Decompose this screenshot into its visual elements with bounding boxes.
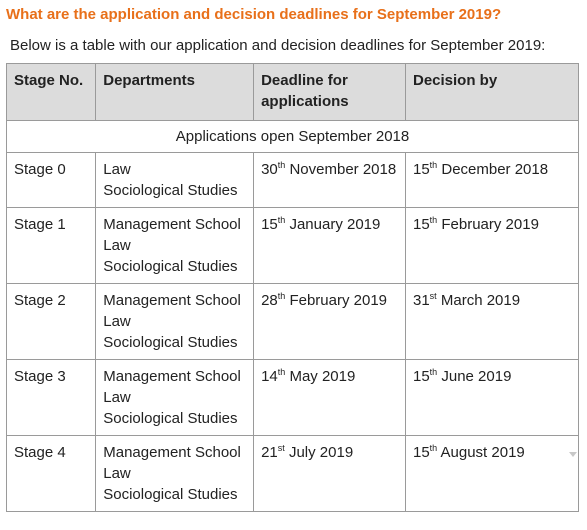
decision-cell bbox=[405, 284, 578, 360]
department-item: Law bbox=[103, 161, 131, 178]
departments-cell bbox=[96, 436, 254, 512]
departments-cell bbox=[96, 153, 254, 208]
decision-cell bbox=[405, 360, 578, 436]
stage-cell: Stage 1 bbox=[7, 208, 96, 284]
chevron-down-icon bbox=[569, 452, 577, 457]
department-item: Management School bbox=[103, 444, 241, 461]
decision-day: 15 bbox=[412, 444, 430, 461]
decision-month-year: August 2019 bbox=[437, 444, 525, 461]
stage-cell: Stage 3 bbox=[7, 360, 96, 436]
department-item: Sociological Studies bbox=[103, 486, 238, 503]
decision-suffix: th bbox=[429, 215, 438, 225]
header-stage: Stage No. bbox=[7, 64, 96, 121]
deadline-day: 21 bbox=[261, 444, 278, 461]
decision-cell bbox=[405, 436, 578, 512]
stage-cell: Stage 0 bbox=[7, 153, 96, 208]
department-item: Law bbox=[103, 313, 131, 330]
decision-suffix: th bbox=[429, 367, 438, 377]
decision-suffix: th bbox=[429, 160, 438, 170]
department-item: Sociological Studies bbox=[103, 258, 238, 275]
deadline-month-year: May 2019 bbox=[285, 368, 356, 385]
department-item: Law bbox=[103, 389, 131, 406]
header-deadline-line1: Deadline for bbox=[261, 72, 348, 89]
header-deadline-line2: applications bbox=[261, 93, 349, 110]
deadline-day: 15 bbox=[261, 216, 278, 233]
deadline-day: 28 bbox=[261, 292, 278, 309]
decision-day: 15 bbox=[412, 368, 430, 385]
deadline-day: 30 bbox=[261, 161, 278, 178]
banner-row bbox=[7, 121, 579, 153]
deadline-cell bbox=[254, 284, 406, 360]
deadline-suffix: st bbox=[277, 443, 285, 453]
decision-cell bbox=[405, 208, 578, 284]
stage-cell: Stage 2 bbox=[7, 284, 96, 360]
department-item: Sociological Studies bbox=[103, 334, 238, 351]
deadline-cell bbox=[254, 360, 406, 436]
table-row bbox=[7, 360, 579, 436]
decision-day: 15 bbox=[412, 216, 430, 233]
decision-cell bbox=[405, 153, 578, 208]
table-row bbox=[7, 208, 579, 284]
departments-cell bbox=[96, 284, 254, 360]
applications-open-banner: Applications open September 2018 bbox=[7, 121, 579, 153]
decision-suffix: st bbox=[429, 291, 437, 301]
header-departments: Departments bbox=[96, 64, 254, 121]
decision-day: 31 bbox=[412, 292, 430, 309]
department-item: Sociological Studies bbox=[103, 410, 238, 427]
deadline-suffix: th bbox=[277, 367, 286, 377]
decision-suffix: th bbox=[429, 443, 438, 453]
deadline-suffix: th bbox=[277, 215, 286, 225]
deadline-suffix: th bbox=[277, 160, 286, 170]
departments-cell bbox=[96, 360, 254, 436]
deadlines-table bbox=[6, 63, 579, 512]
header-deadline bbox=[254, 64, 406, 121]
departments-cell bbox=[96, 208, 254, 284]
deadline-month-year: November 2018 bbox=[285, 161, 397, 178]
deadline-month-year: January 2019 bbox=[285, 216, 381, 233]
deadline-cell bbox=[254, 153, 406, 208]
decision-month-year: June 2019 bbox=[437, 368, 512, 385]
page-heading: What are the application and decision deadlines for September 2019? bbox=[6, 6, 502, 23]
department-item: Sociological Studies bbox=[103, 182, 238, 199]
stage-cell: Stage 4 bbox=[7, 436, 96, 512]
decision-month-year: February 2019 bbox=[437, 216, 539, 233]
intro-text: Below is a table with our application and decision deadlines for September 2019: bbox=[10, 37, 546, 54]
department-item: Management School bbox=[103, 368, 241, 385]
department-item: Management School bbox=[103, 292, 241, 309]
department-item: Law bbox=[103, 465, 131, 482]
table-header-row bbox=[7, 64, 579, 121]
table-row bbox=[7, 284, 579, 360]
department-item: Management School bbox=[103, 216, 241, 233]
deadline-suffix: th bbox=[277, 291, 286, 301]
decision-month-year: December 2018 bbox=[437, 161, 549, 178]
deadline-month-year: February 2019 bbox=[285, 292, 388, 309]
deadline-day: 14 bbox=[261, 368, 278, 385]
header-decision: Decision by bbox=[405, 64, 578, 121]
deadline-cell bbox=[254, 208, 406, 284]
decision-day: 15 bbox=[412, 161, 430, 178]
table-row bbox=[7, 436, 579, 512]
deadline-month-year: July 2019 bbox=[284, 444, 354, 461]
table-row bbox=[7, 153, 579, 208]
decision-month-year: March 2019 bbox=[436, 292, 521, 309]
deadline-cell bbox=[254, 436, 406, 512]
department-item: Law bbox=[103, 237, 131, 254]
